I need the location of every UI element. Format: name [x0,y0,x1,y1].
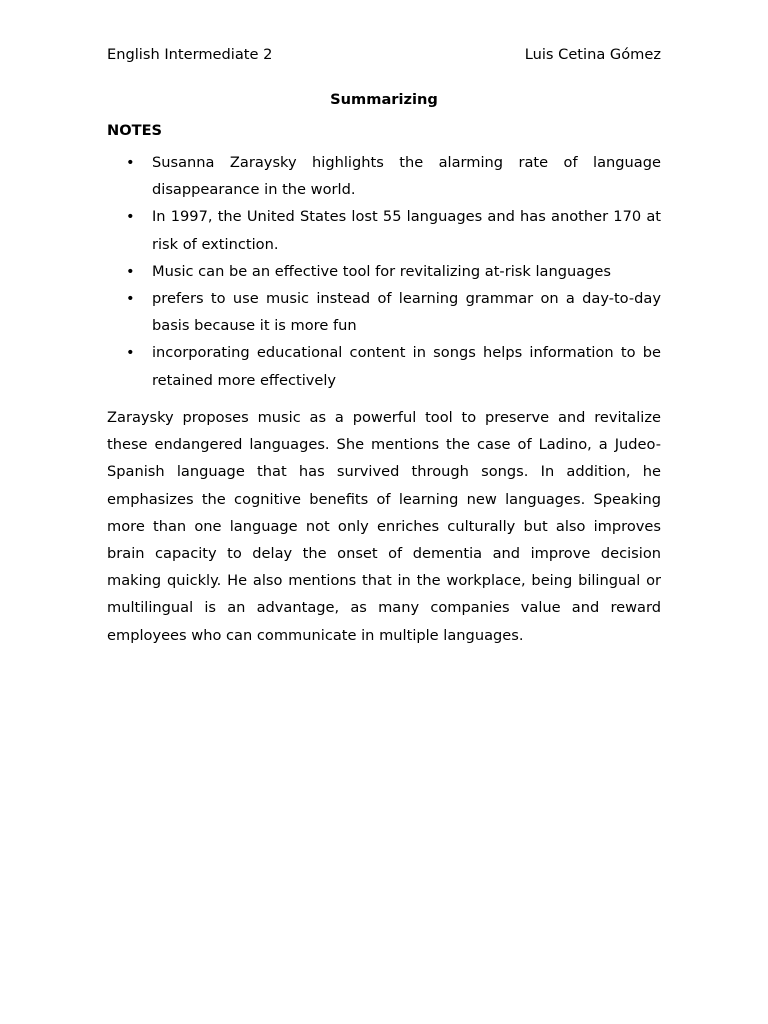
list-item [107,339,661,393]
bullet-icon: • [126,208,135,226]
summary-paragraph: Zaraysky proposes music as a powerful tool to preserve and revitalize these endangered languages. She mentions the case of Ladino, a Judeo-Spanish language that has survived through songs. In addition, he emphasizes the cognitive benefits of learning new languages. Speaking more than one language not only enriches culturally but also improves brain capacity to delay the onset of dementia and improve decision making quickly. He also mentions that in the workplace, being bilingual or multilingual is an advantage, as many companies value and reward employees who can communicate in multiple languages. [107,409,661,644]
list-item-text: incorporating educational content in songs helps information to be retained more effectively [152,344,661,389]
notes-list [107,149,661,394]
bullet-icon: • [126,154,135,171]
page-header [107,45,661,65]
document-title: Summarizing [330,91,438,108]
bullet-icon: • [126,262,135,280]
list-item [107,203,661,257]
list-item-text: Music can be an effective tool for revitalizing at-risk languages [152,262,611,280]
list-item [107,285,661,339]
course-name: English Intermediate 2 [107,46,273,63]
list-item-text: In 1997, the United States lost 55 languages and has another 170 at risk of extinction. [152,208,661,253]
bullet-icon: • [126,344,135,362]
list-item-text: prefers to use music instead of learning grammar on a day-to-day basis because it is more fun [152,290,661,335]
notes-heading: NOTES [107,122,163,139]
author-name: Luis Cetina Gómez [524,46,661,63]
list-item [107,258,661,285]
bullet-icon: • [126,290,135,308]
list-item [107,149,661,203]
list-item-text: Susanna Zaraysky highlights the alarming rate of language disappearance in the world. [152,154,661,199]
